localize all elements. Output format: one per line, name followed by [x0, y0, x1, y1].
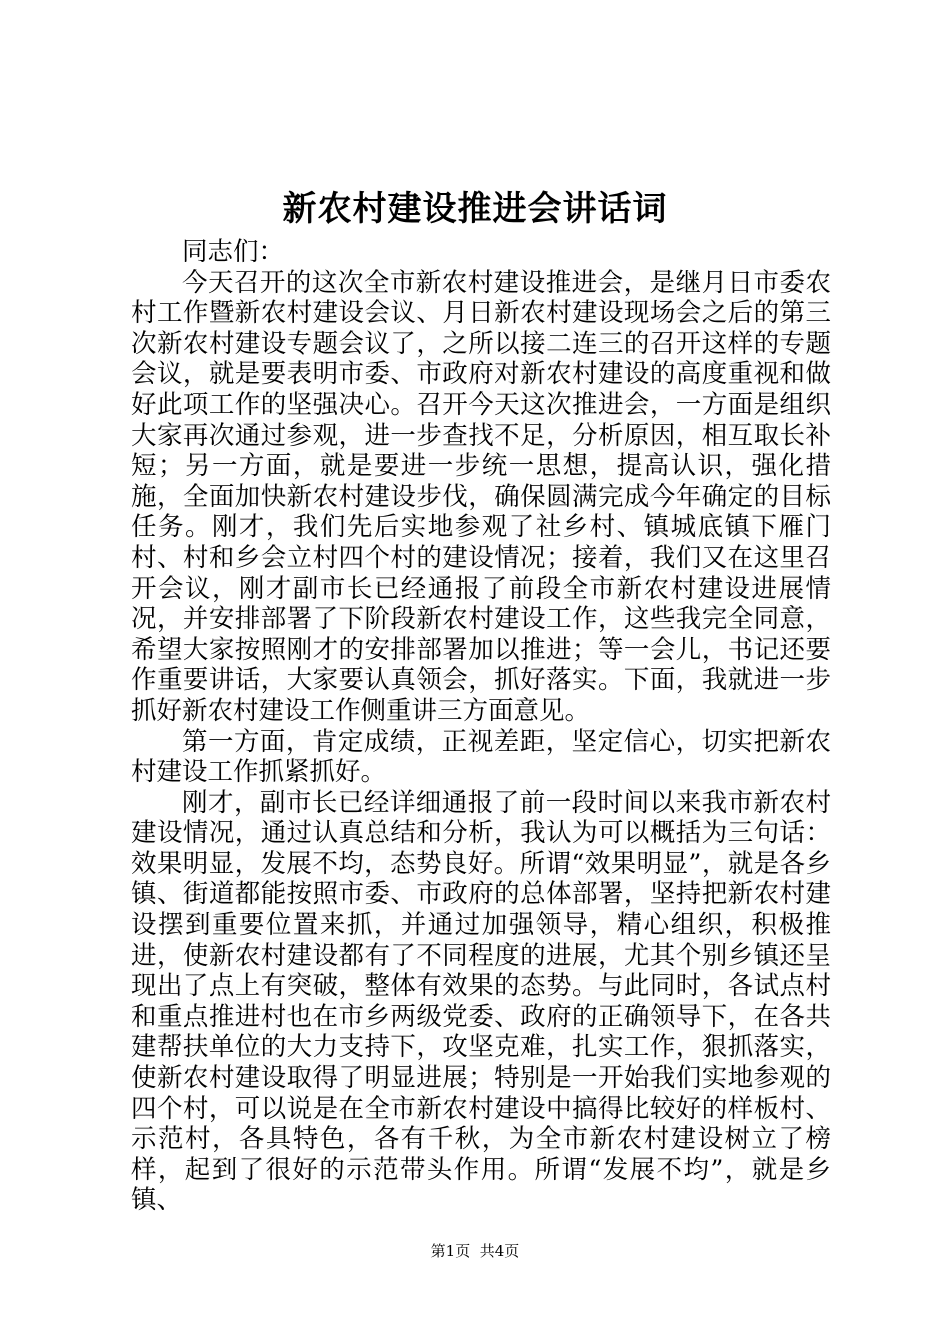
footer-spacer	[470, 1242, 480, 1260]
page-total: 共4页	[479, 1242, 520, 1260]
document-body	[131, 237, 831, 1216]
page-number: 第1页	[430, 1242, 471, 1260]
document-title: 新农村建设推进会讲话词	[282, 189, 668, 229]
salutation-paragraph: 同志们：	[182, 237, 285, 267]
body-paragraph: 今天召开的这次全市新农村建设推进会，是继月日市委农村工作暨新农村建设会议、月日新农村建设现场会之后的第三次新农村建设专题会议了，之所以接二连三的召开这样的专题会议，就是要表明市委、市政府对新农村建设的高度重视和做好此项工作的坚强决心。召开今天这次推进会，一方面是组织大家再次通过参观，进一步查找不足，分析原因，相互取长补短；另一方面，就是要进一步统一思想，提高认识，强化措施，全面加快新农村建设步伐，确保圆满完成今年确定的目标任务。刚才，我们先后实地参观了社乡村、镇城底镇下雁门村、村和乡会立村四个村的建设情况；接着，我们又在这里召开会议，刚才副市长已经通报了前段全市新农村建设进展情况，并安排部署了下阶段新农村建设工作，这些我完全同意，希望大家按照刚才的安排部署加以推进；等一会儿，书记还要作重要讲话，大家要认真领会，抓好落实。下面，我就进一步抓好新农村建设工作侧重讲三方面意见。	[131, 267, 831, 726]
page-footer	[0, 1241, 950, 1261]
body-paragraph: 第一方面，肯定成绩，正视差距，坚定信心，切实把新农村建设工作抓紧抓好。	[131, 726, 831, 788]
body-paragraph: 刚才，副市长已经详细通报了前一段时间以来我市新农村建设情况，通过认真总结和分析，我认为可以概括为三句话：效果明显，发展不均，态势良好。所谓“效果明显”，就是各乡镇、街道都能按照市委、市政府的总体部署，坚持把新农村建设摆到重要位置来抓，并通过加强领导，精心组织，积极推进，使新农村建设都有了不同程度的进展，尤其个别乡镇还呈现出了点上有突破，整体有效果的态势。与此同时，各试点村和重点推进村也在市乡两级党委、政府的正确领导下，在各共建帮扶单位的大力支持下，攻坚克难，扎实工作，狠抓落实，使新农村建设取得了明显进展；特别是一开始我们实地参观的四个村，可以说是在全市新农村建设中搞得比较好的样板村、示范村，各具特色，各有千秋，为全市新农村建设树立了榜样，起到了很好的示范带头作用。所谓“发展不均”，就是乡镇、	[131, 787, 831, 1216]
